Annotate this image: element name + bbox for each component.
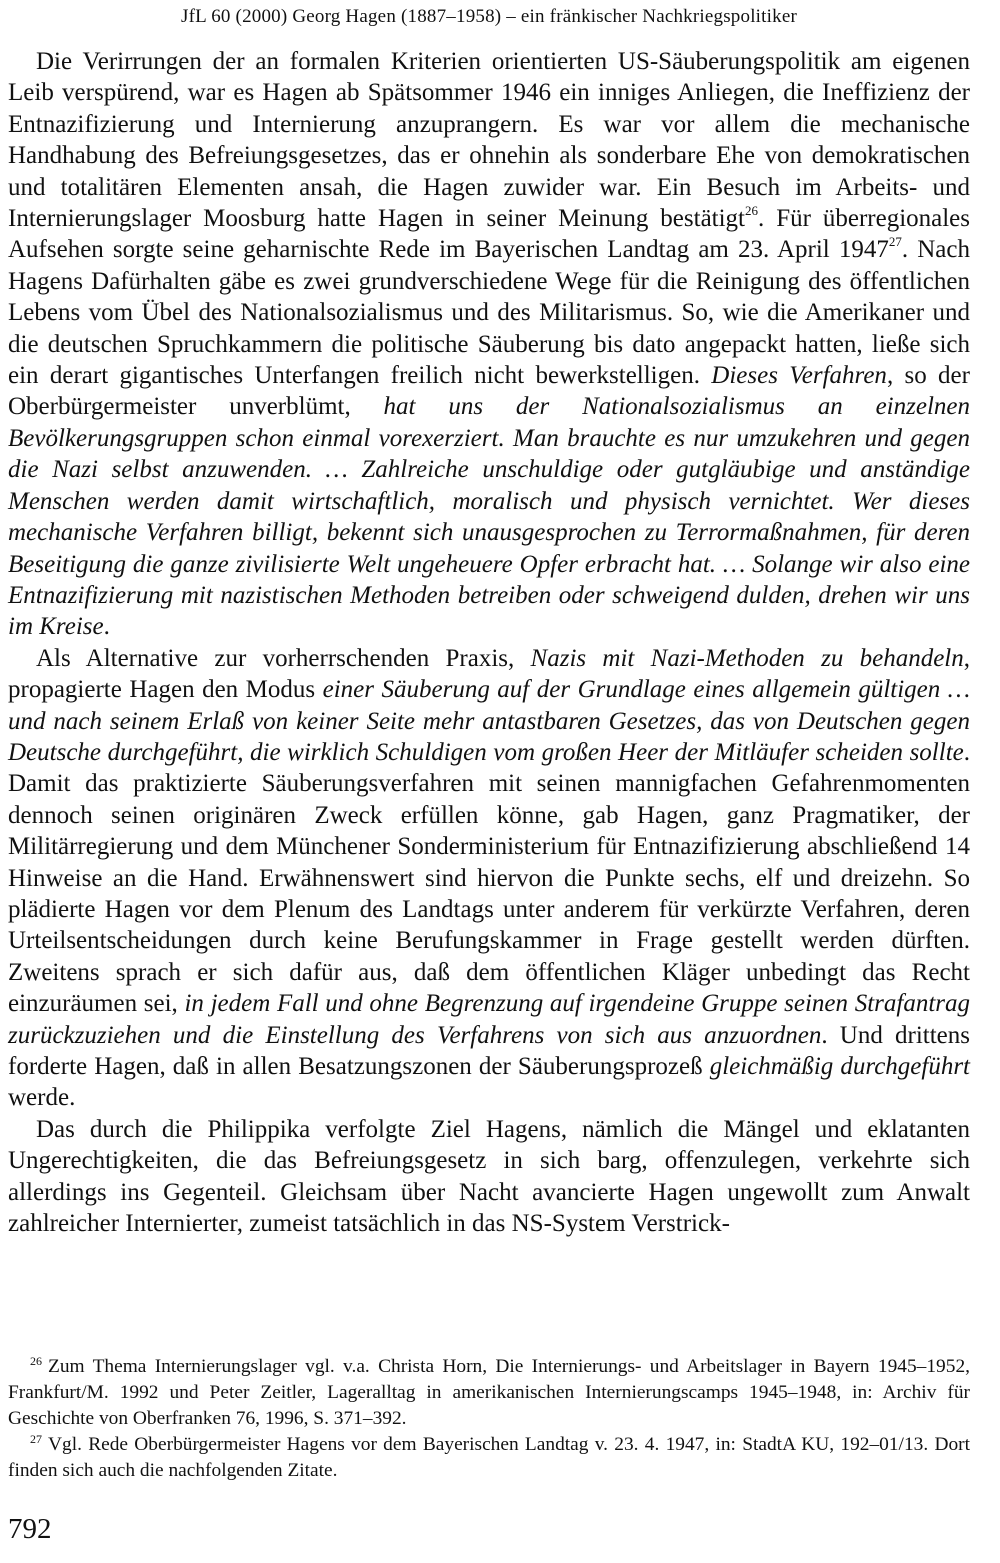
footnote-text: Zum Thema Internierungslager vgl. v.a. Christa Horn, Die Internierungs- und Arbeitslager in Bayern 1945–1952, Frankfurt/M. 1992 und Peter Zeitler, Lageralltag in amerikanischen Internierungscamps 1945–1948, in: Archiv für Geschichte von Oberfranken 76, 1996, S. 371–392. [8, 1356, 970, 1429]
page-number: 792 [8, 1513, 52, 1545]
text-run: Als Alternative zur vorherrschenden Praxis, [36, 644, 531, 672]
paragraph-3 [8, 1114, 970, 1240]
italic-quote: hat uns der Nationalsozialismus an einzelnen Bevölkerungsgruppen schon einmal vorexerziert. Man brauchte es nur umzukehren und gegen die Nazi selbst anzuwenden. … Zahlreiche unschuldige oder gutgläubige und anständige Menschen werden damit wirtschaftlich, moralisch und physisch vernichtet. Wer dieses mechanische Verfahren billigt, bekennt sich unausgesprochen zu Terrormaßnahmen, für deren Beseitigung die ganze zivilisierte Welt ungeheuere Opfer erbracht hat. … Solange wir also eine Entnazifizierung mit nazistischen Methoden betreiben oder schweigend dulden, drehen wir uns im Kreise [8, 393, 970, 641]
text-run: . Damit das praktizierte Säuberungsverfahren mit seinen mannigfachen Gefahrenmomenten dennoch seinen originären Zweck erfüllen könne, gab Hagen, ganz Pragmatiker, der Militärregierung und dem Münchener Sonderministerium für Entnazifizierung abschließend 14 Hinweise an die Hand. Erwähnenswert sind hiervon die Punkte sechs, elf und dreizehn. So plädierte Hagen vor dem Plenum des Landtags unter anderem für verkürzte Verfahren, deren Urteilsentscheidungen durch keine Berufungskammer in Frage gestellt werden dürften. Zweitens sprach er sich dafür aus, daß dem öffentlichen Kläger unbedingt das Recht einzuräumen sei, [8, 738, 970, 1018]
footnote-marker: 27 [30, 1431, 42, 1446]
footnote-marker: 26 [30, 1353, 42, 1368]
footnote-reference: 26 [745, 202, 759, 218]
text-run: werde. [8, 1084, 76, 1112]
footnote-reference: 27 [888, 234, 902, 250]
text-run: . Nach Hagens Dafürhalten gäbe es zwei grundverschiedene Wege für die Reinigung des öffentlichen Lebens vom Übel des Nationalsozialismus und des Militarismus. So, wie die Amerikaner und die deutschen Spruchkammern die politische Säuberung bis dato angepackt hatten, ließe sich ein derart gigantisches Unterfangen freilich nicht bewerkstelligen. [8, 236, 970, 390]
text-run: Die Verirrungen der an formalen Kriterien orientierten US-Säuberungspolitik am eigenen Leib verspürend, war es Hagen ab Spätsommer 1946 ein inniges Anliegen, die Ineffizienz der Entnazifizierung und Internierung anzuprangern. Es war vor allem die mechanische Handhabung des Befreiungsgesetzes, das er ohnehin als sonderbare Ehe von demokratischen und totalitären Elementen ansah, die Hagen zuwider war. Ein Besuch im Arbeits- und Internierungslager Moosburg hatte Hagen in seiner Meinung bestätigt [8, 48, 970, 233]
text-run: , so der Oberbürgermeister unverblümt, [8, 362, 970, 421]
document-page [8, 0, 970, 1563]
italic-quote: Dieses Verfahren [711, 362, 887, 390]
text-run: . [103, 613, 110, 641]
footnote-26 [8, 1354, 970, 1432]
text-run: . Für überregionales Aufsehen sorgte seine geharnischte Rede im Bayerischen Landtag am 23. April 1947 [8, 205, 971, 264]
footnote-text: Vgl. Rede Oberbürgermeister Hagens vor dem Bayerischen Landtag v. 23. 4. 1947, in: StadtA KU, 192–01/13. Dort finden sich auch die nachfolgenden Zitate. [8, 1434, 970, 1481]
body-text [8, 46, 970, 1239]
italic-quote: gleichmäßig durchgeführt [709, 1053, 971, 1080]
paragraph-1 [8, 46, 970, 643]
italic-quote: Nazis mit Nazi-Methoden zu behandeln [530, 644, 964, 672]
running-header: JfL 60 (2000) Georg Hagen (1887–1958) – ein fränkischer Nachkriegspolitiker [181, 6, 797, 27]
paragraph-2 [8, 643, 970, 1114]
text-run: . Und drittens forderte Hagen, daß in allen Besatzungszonen der Säuberungsprozeß [8, 1021, 970, 1080]
footnotes [8, 1354, 970, 1484]
italic-quote: in jedem Fall und ohne Begrenzung auf irgendeine Gruppe seinen Strafantrag zurückzuziehen und die Einstellung des Verfahrens von sich aus anzuordnen [8, 990, 970, 1049]
text-run: Das durch die Philippika verfolgte Ziel Hagens, nämlich die Mängel und eklatanten Ungerechtigkeiten, die das Befreiungsgesetz in sich barg, offenzulegen, verkehrte sich allerdings ins Gegenteil. Gleichsam über Nacht avancierte Hagen ungewollt zum Anwalt zahlreicher Internierter, zumeist tatsächlich in das NS-System Verstrick- [8, 1115, 970, 1238]
text-run: , propagierte Hagen den Modus [8, 644, 971, 704]
italic-quote: einer Säuberung auf der Grundlage eines allgemein gültigen … und nach seinem Erlaß von keiner Seite mehr antastbaren Gesetzes, das von Deutschen gegen Deutsche durchgeführt, die wirklich Schuldigen vom großen Heer der Mitläufer scheiden sollte [8, 676, 970, 766]
footnote-27 [8, 1432, 970, 1484]
